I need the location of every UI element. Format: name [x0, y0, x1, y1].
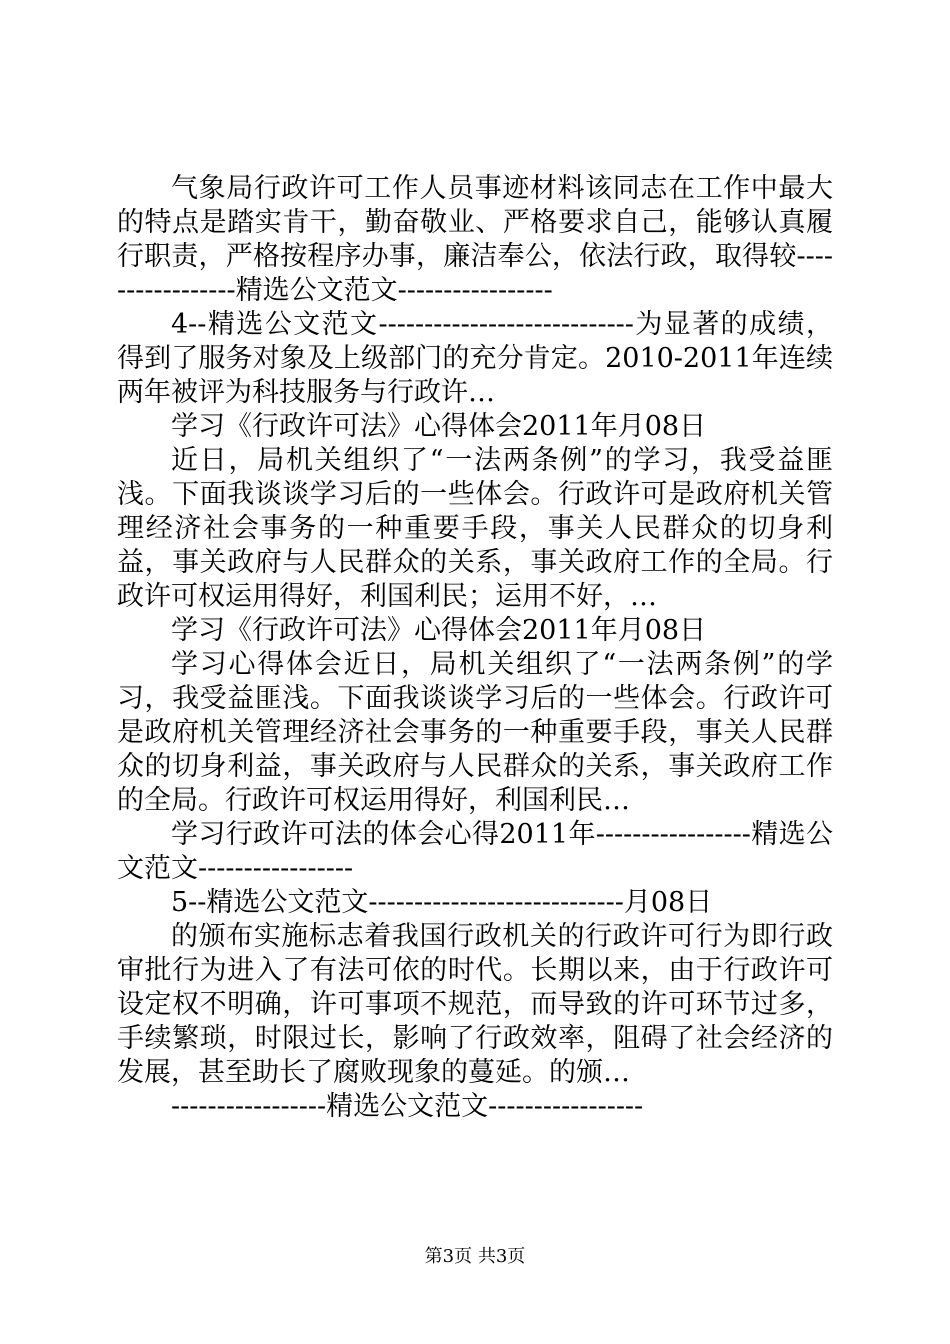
paragraph: 学习《行政许可法》心得体会2011年月08日 [171, 411, 707, 442]
paragraph: 学习行政许可法的体会心得2011年-----------------精选公文范文----------------- [117, 819, 833, 884]
paragraph: 4--精选公文范文----------------------------为显著的成绩，得到了服务对象及上级部门的充分肯定。2010-2011年连续两年被评为科技服务与行政许… [117, 309, 833, 408]
paragraph: 学习心得体会近日，局机关组织了“一法两条例”的学习，我受益匪浅。下面我谈谈学习后的一些体会。行政许可是政府机关管理经济社会事务的一种重要手段，事关人民群众的切身利益，事关政府与人民群众的关系，事关政府工作的全局。行政许可权运用得好，利国利民… [117, 649, 833, 816]
paragraph: 的颁布实施标志着我国行政机关的行政许可行为即行政审批行为进入了有法可依的时代。长期以来，由于行政许可设定权不明确，许可事项不规范，而导致的许可环节过多，手续繁琐，时限过长，影响了行政效率，阻碍了社会经济的发展，甚至助长了腐败现象的蔓延。的颁… [117, 921, 833, 1088]
paragraph: -----------------精选公文范文----------------- [171, 1091, 644, 1122]
document-body [117, 172, 833, 1124]
paragraph: 近日，局机关组织了“一法两条例”的学习，我受益匪浅。下面我谈谈学习后的一些体会。行政许可是政府机关管理经济社会事务的一种重要手段，事关人民群众的切身利益，事关政府与人民群众的关系，事关政府工作的全局。行政许可权运用得好，利国利民；运用不好，… [117, 445, 833, 612]
page-number-label: 第3页 共3页 [424, 1246, 526, 1267]
paragraph: 5--精选公文范文----------------------------月08日 [171, 887, 713, 918]
paragraph: 气象局行政许可工作人员事迹材料该同志在工作中最大的特点是踏实肯干，勤奋敬业、严格要求自己，能够认真履行职责，严格按程序办事，廉洁奉公，依法行政，取得较-----------------精选公文范文----------------- [117, 173, 833, 306]
page-footer [0, 1246, 950, 1268]
paragraph: 学习《行政许可法》心得体会2011年月08日 [171, 615, 707, 646]
